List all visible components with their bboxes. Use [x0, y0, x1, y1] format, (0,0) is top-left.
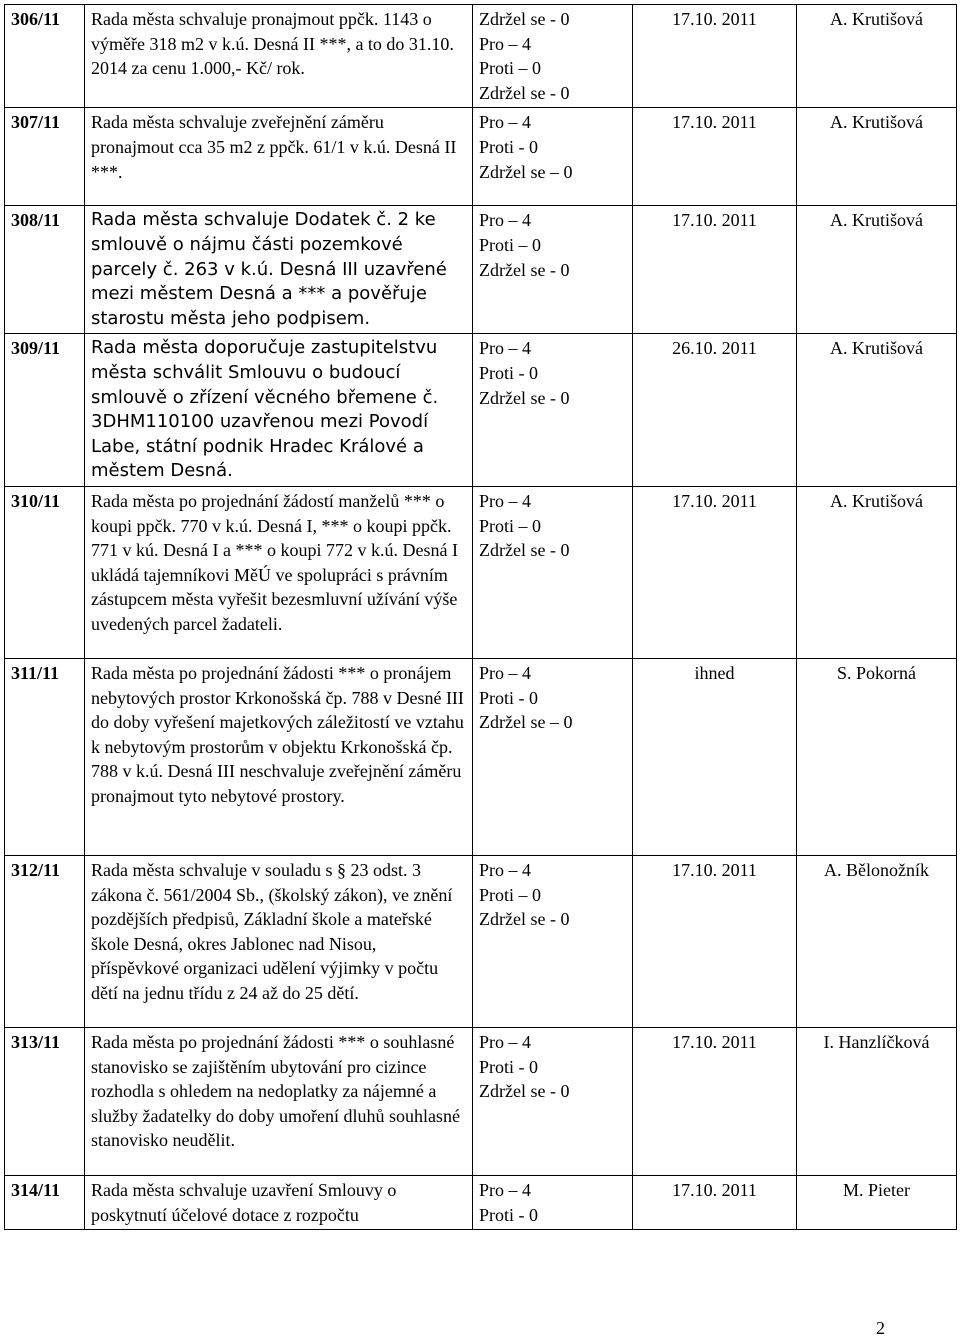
resolution-number: 308/11: [5, 206, 85, 334]
resolution-number: 309/11: [5, 334, 85, 487]
resolution-text: Rada města schvaluje uzavření Smlouvy o poskytnutí účelové dotace z rozpočtu: [85, 1175, 473, 1229]
vote-results: [473, 1175, 633, 1229]
resolution-text: Rada města schvaluje v souladu s § 23 odst. 3 zákona č. 561/2004 Sb., (školský zákon), ve znění pozdějších předpisů, Základní škole a mateřské škole Desná, okres Jablonec nad Nisou, příspěvkové organizaci udělení výjimky v počtu dětí na jednu třídu z 24 až do 25 dětí.: [85, 855, 473, 1027]
resolution-row: [5, 486, 957, 658]
vote-line: Proti – 0: [479, 58, 542, 79]
vote-line: Zdržel se – 0: [479, 712, 573, 733]
deadline-date: ihned: [633, 658, 797, 855]
responsible-person: A. Krutišová: [797, 206, 957, 334]
resolution-text: Rada města po projednání žádosti *** o pronájem nebytových prostor Krkonošská čp. 788 v Desné III do doby vyřešení majetkových záležitostí ve vztahu k nebytovým prostorům v objektu Krkonošská čp. 788 v k.ú. Desná III neschvaluje zveřejnění záměru pronajmout tyto nebytové prostory.: [85, 658, 473, 855]
vote-line: Pro – 4: [479, 112, 532, 133]
vote-line: Pro – 4: [479, 338, 532, 359]
vote-results: [473, 206, 633, 334]
resolution-number: 314/11: [5, 1175, 85, 1229]
resolution-row: [5, 5, 957, 108]
resolution-row: [5, 108, 957, 206]
vote-line: Proti – 0: [479, 234, 542, 255]
responsible-person: S. Pokorná: [797, 658, 957, 855]
vote-results: [473, 658, 633, 855]
vote-line: Proti - 0: [479, 1204, 539, 1225]
resolutions-table: [4, 4, 957, 1230]
responsible-person: I. Hanzlíčková: [797, 1027, 957, 1175]
vote-results: [473, 108, 633, 206]
resolution-text: Rada města po projednání žádostí manželů *** o koupi ppčk. 770 v k.ú. Desná I, *** o koupi ppčk. 771 v kú. Desná I a *** o koupi 772 v k.ú. Desná I ukládá tajemníkovi MěÚ ve spolupráci s právním zástupcem města vyřešit bezesmluvní užívání výše uvedených parcel žadateli.: [85, 486, 473, 658]
deadline-date: 17.10. 2011: [633, 486, 797, 658]
resolution-number: 306/11: [5, 5, 85, 108]
vote-line: Pro – 4: [479, 1179, 532, 1200]
resolution-number: 313/11: [5, 1027, 85, 1175]
resolution-row: [5, 1175, 957, 1229]
vote-line: Proti - 0: [479, 136, 539, 157]
resolution-row: [5, 1027, 957, 1175]
deadline-date: 17.10. 2011: [633, 1175, 797, 1229]
deadline-date: 26.10. 2011: [633, 334, 797, 487]
vote-line: Pro – 4: [479, 490, 532, 511]
vote-line: Pro – 4: [479, 859, 532, 880]
deadline-date: 17.10. 2011: [633, 855, 797, 1027]
vote-line: Zdržel se – 0: [479, 161, 573, 182]
resolution-text: Rada města doporučuje zastupitelstvu města schválit Smlouvu o budoucí smlouvě o zřízení věcného břemene č. 3DHM110100 uzavřenou mezi Povodí Labe, státní podnik Hradec Králové a městem Desná.: [85, 334, 473, 487]
resolution-number: 311/11: [5, 658, 85, 855]
resolution-text: Rada města po projednání žádosti *** o souhlasné stanovisko se zajištěním ubytování pro cizince rozhodla s ohledem na nedoplatky za nájemné a služby žadatelky do doby umoření dluhů souhlasné stanovisko neudělit.: [85, 1027, 473, 1175]
resolution-number: 307/11: [5, 108, 85, 206]
vote-line: Zdržel se - 0: [479, 1081, 570, 1102]
vote-line: Proti - 0: [479, 687, 539, 708]
page-number: 2: [876, 1318, 885, 1338]
resolution-text: Rada města schvaluje zveřejnění záměru pronajmout cca 35 m2 z ppčk. 61/1 v k.ú. Desná II ***.: [85, 108, 473, 206]
vote-results: [473, 334, 633, 487]
resolution-number: 312/11: [5, 855, 85, 1027]
deadline-date: 17.10. 2011: [633, 206, 797, 334]
vote-line: Zdržel se - 0: [479, 909, 570, 930]
resolution-row: [5, 334, 957, 487]
vote-line: Zdržel se - 0: [479, 82, 570, 103]
responsible-person: A. Krutišová: [797, 334, 957, 487]
vote-results: [473, 5, 633, 108]
vote-line: Pro – 4: [479, 210, 532, 231]
responsible-person: M. Pieter: [797, 1175, 957, 1229]
vote-line: Proti – 0: [479, 884, 542, 905]
vote-results: [473, 1027, 633, 1175]
responsible-person: A. Krutišová: [797, 486, 957, 658]
deadline-date: 17.10. 2011: [633, 5, 797, 108]
resolution-row: [5, 855, 957, 1027]
vote-line: Pro – 4: [479, 662, 532, 683]
vote-results: [473, 855, 633, 1027]
vote-line: Pro – 4: [479, 33, 532, 54]
vote-line: Zdržel se - 0: [479, 9, 570, 29]
vote-line: Zdržel se - 0: [479, 387, 570, 408]
vote-line: Zdržel se - 0: [479, 540, 570, 561]
responsible-person: A. Krutišová: [797, 5, 957, 108]
resolution-text: Rada města schvaluje Dodatek č. 2 ke smlouvě o nájmu části pozemkové parcely č. 263 v k.ú. Desná III uzavřené mezi městem Desná a *** a pověřuje starostu města jeho podpisem.: [85, 206, 473, 334]
resolution-row: [5, 658, 957, 855]
vote-line: Pro – 4: [479, 1031, 532, 1052]
responsible-person: A. Bělonožník: [797, 855, 957, 1027]
resolution-row: [5, 206, 957, 334]
vote-line: Zdržel se - 0: [479, 259, 570, 280]
vote-line: Proti - 0: [479, 362, 539, 383]
resolution-number: 310/11: [5, 486, 85, 658]
resolutions-table-body: [5, 5, 957, 1230]
deadline-date: 17.10. 2011: [633, 108, 797, 206]
vote-results: [473, 486, 633, 658]
resolution-text: Rada města schvaluje pronajmout ppčk. 1143 o výměře 318 m2 v k.ú. Desná II ***, a to do 31.10. 2014 za cenu 1.000,- Kč/ rok.: [85, 5, 473, 108]
vote-line: Proti - 0: [479, 1056, 539, 1077]
deadline-date: 17.10. 2011: [633, 1027, 797, 1175]
responsible-person: A. Krutišová: [797, 108, 957, 206]
vote-line: Proti – 0: [479, 515, 542, 536]
